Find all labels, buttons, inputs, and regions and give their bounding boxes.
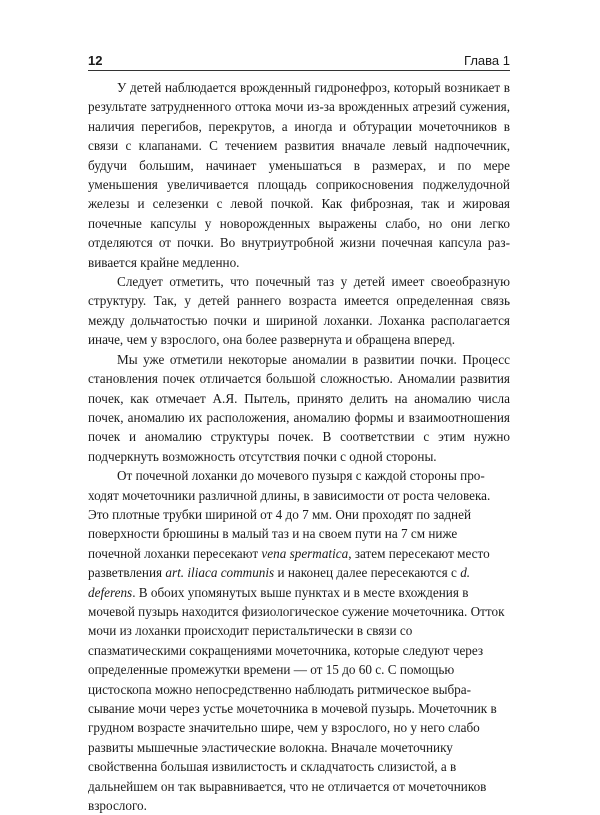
text-run: От почечной лоханки до мочевого пузыря с каждой стороны проходят мочеточники различной длины, в зависимости от роста человека. Это плотные трубки шириной от 4 до 7 мм. Они проходят по задней поверхности брюшины в малый таз и на своем пути на 7 см ниже почечной лоханки пересекают xyxy=(88,468,491,561)
running-head xyxy=(88,53,510,68)
text-run: . В обоих упомянутых выше пунктах и в месте вхождения в мочевой пузырь находится физиологическое сужение мочеточника. Отток мочи из лоханки происходит перистальтически в связи со спазматическими сокращениями мочеточника, которые следуют через определенные промежутки времени — от 15 до 60 с. С помощью цистоскопа можно непосредственно наблюдать ритмическое выбрасывание мочи через устье мочеточника в мочевой пузырь. Мочеточник в грудном возрасте значительно шире, чем у взрослого, но у него слабо развиты мышечные эластические волокна. Вначале мочеточнику свойственна большая извилистость и складчатость слизистой, а в дальнейшем он так выравнивается, что не отличается от мочеточников взрослого. xyxy=(88,584,505,814)
body-text xyxy=(88,78,510,815)
text-run: , затем пересекают место разветвления xyxy=(88,545,490,581)
text-run: и наконец далее пересекаются с xyxy=(274,565,461,581)
header-rule xyxy=(88,70,510,71)
latin-term-vena-spermatica: vena spermatica xyxy=(261,545,349,561)
text-run: У детей наблюдается врожденный гидронефроз, который возникает в результате затрудненного оттока мочи из-за врожденных атрезий сужения, наличия перегибов, перекрутов, а иногда и обтурации мочеточников в связи с клапанами. С течением развития вначале левый надпочечник, будучи большим, начинает уменьшаться в размерах, и по мере уменьшения увеличивается площадь соприкосновения поджелудочной железы и селезенки с левой почкой. Как фиброзная, так и жировая почечные капсулы у новорожденных выражены слабо, но они легко отделяются от почки. Во внутриутробной жизни почечная капсула развивается крайне медленно. xyxy=(88,80,510,270)
chapter-title: Глава 1 xyxy=(464,53,510,68)
paragraph-2 xyxy=(88,272,510,350)
text-run: Следует отметить, что почечный таз у детей имеет своеобразную структуру. Так, у детей раннего возраста имеется определенная связь между дольчатостью почки и шириной лоханки. Лоханка располагается иначе, чем у взрослого, она более развернута и обращена вперед. xyxy=(88,274,510,348)
page-number: 12 xyxy=(88,53,103,68)
latin-term-art-iliaca-communis: art. iliaca communis xyxy=(165,565,275,581)
latin-term-d-deferens: d. deferens xyxy=(88,565,471,600)
text-run: Мы уже отметили некоторые аномалии в развитии почки. Процесс становления почек отличается большой сложностью. Аномалии развития почек, как отмечает А.Я. Пытель, принято делить на аномалию числа почек, аномалию их расположения, аномалию формы и взаимоотношения почек и аномалию структуры почек. В соответствии с этим нужно подчеркнуть возможность отсутствия почки с одной стороны. xyxy=(88,351,510,464)
paragraph-3 xyxy=(88,350,510,466)
paragraph-4 xyxy=(88,466,510,815)
paragraph-1 xyxy=(88,78,510,272)
